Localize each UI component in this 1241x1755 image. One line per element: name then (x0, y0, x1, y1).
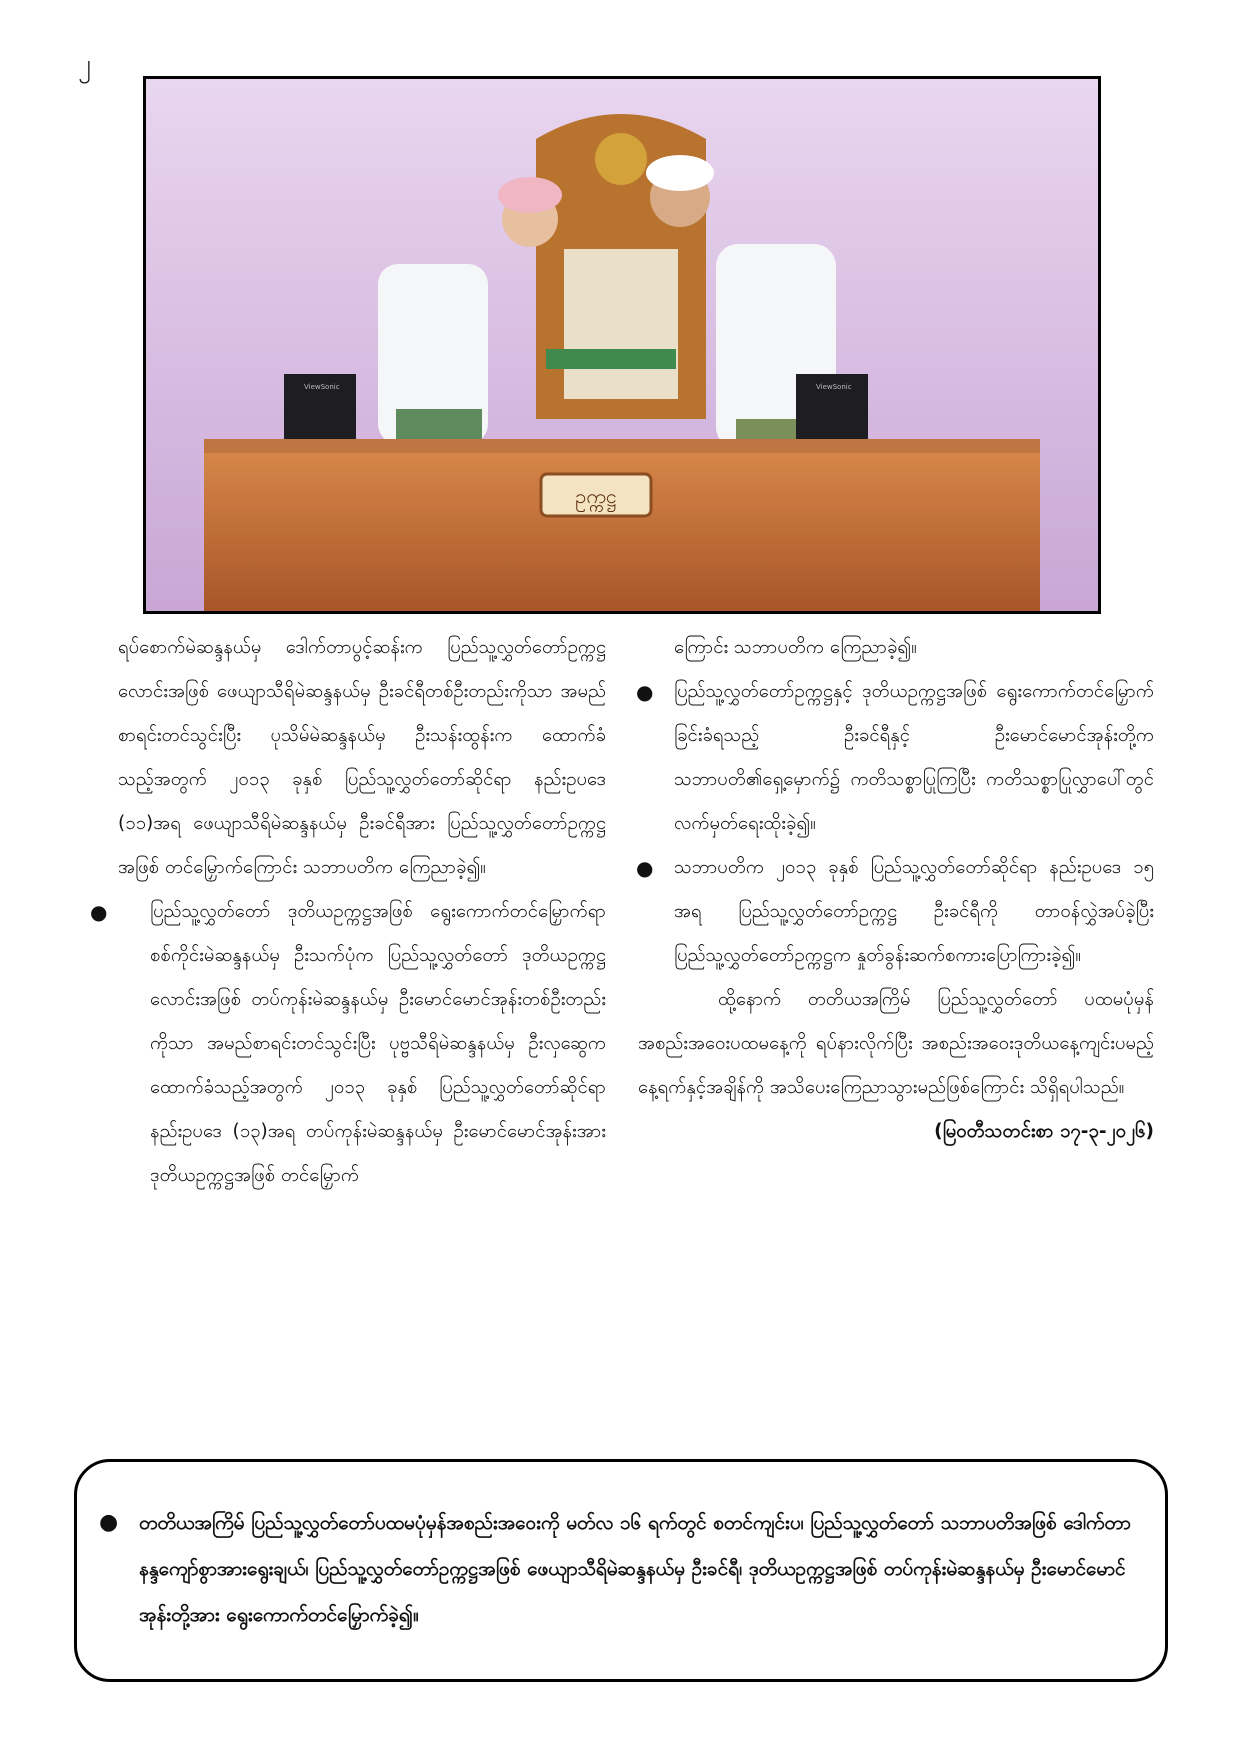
bullet-icon: ● (99, 1510, 119, 1535)
monitor-brand-left: ViewSonic (304, 383, 340, 391)
bullet-icon: ● (636, 680, 654, 704)
bullet-vice-speaker (90, 890, 606, 1198)
parliament-photo (143, 76, 1101, 614)
source-citation: (မြဝတီသတင်းစာ ၁၇-၃-၂၀၂၆) (934, 1121, 1154, 1142)
left-column (90, 626, 606, 1198)
throne-cushion (564, 249, 678, 399)
nameplate-text: ဥက္ကဋ္ဌ (575, 484, 617, 508)
bullet-handover-text: သဘာပတိက ၂၀၁၃ ခုနှစ် ပြည်သူ့လွှတ်တော်ဆိုင်ရာ နည်းဥပဒေ ၁၅ အရ ပြည်သူ့လွှတ်တော်ဥက္ကဋ္ဌ ဦးခင်ရီကို တာဝန်လွှဲအပ်ခဲ့ပြီး ပြည်သူ့လွှတ်တော်ဥက္ကဋ္ဌက နှုတ်ခွန်းဆက်စကားပြောကြားခဲ့၍။ (674, 857, 1154, 966)
summary-box (74, 1459, 1168, 1682)
monitor-brand-right: ViewSonic (816, 383, 852, 391)
bullet-handover (638, 846, 1154, 978)
continuation-text: ကြောင်း သဘာပတိက ကြေညာခဲ့၍။ (674, 637, 917, 658)
bullet-icon: ● (636, 856, 654, 880)
bullet-vice-speaker-text: ပြည်သူ့လွှတ်တော် ဒုတိယဥက္ကဋ္ဌအဖြစ် ရွေးကောက်တင်မြှောက်ရာ စစ်ကိုင်းမဲဆန္ဒနယ်မှ ဦးသက်ပုံက ပြည်သူ့လွှတ်တော် ဒုတိယဥက္ကဋ္ဌလောင်းအဖြစ် တပ်ကုန်းမဲဆန္ဒနယ်မှ ဦးမောင်မောင်အုန်းတစ်ဦးတည်းကိုသာ အမည်စာရင်းတင်သွင်းပြီး ပုဗ္ဗသီရိမဲဆန္ဒနယ်မှ ဦးလှဆွေက ထောက်ခံသည့်အတွက် ၂၀၁၃ ခုနှစ် ပြည်သူ့လွှတ်တော်ဆိုင်ရာနည်းဥပဒေ (၁၃)အရ တပ်ကုန်းမဲဆန္ဒနယ်မှ ဦးမောင်မောင်အုန်းအား ဒုတိယဥက္ကဋ္ဌအဖြစ် တင်မြှောက် (150, 901, 606, 1186)
photo-illustration (146, 79, 1098, 611)
bullet-oath-text: ပြည်သူ့လွှတ်တော်ဥက္ကဋ္ဌနှင့် ဒုတိယဥက္ကဋ္ဌအဖြစ် ရွေးကောက်တင်မြှောက်ခြင်းခံရသည့် ဦးခင်ရီနှင့် ဦးမောင်မောင်အုန်းတို့က သဘာပတိ၏ရှေ့မှောက်၌ ကတိသစ္စာပြုကြပြီး ကတိသစ္စာပြုလွှာပေါ်တွင် လက်မှတ်ရေးထိုးခဲ့၍။ (674, 681, 1154, 834)
gaung-baung-right (646, 155, 714, 191)
summary-text: တတိယအကြိမ် ပြည်သူ့လွှတ်တော်ပထမပုံမှန်အစည်းအဝေးကို မတ်လ ၁၆ ရက်တွင် စတင်ကျင်းပ၊ ပြည်သူ့လွှတ်တော် သဘာပတိအဖြစ် ဒေါက်တာနန္ဒကျော်စွာအားရွေးချယ်၊ ပြည်သူ့လွှတ်တော်ဥက္ကဋ္ဌအဖြစ် ဖေယျာသီရိမဲဆန္ဒနယ်မှ ဦးခင်ရီ၊ ဒုတိယဥက္ကဋ္ဌအဖြစ် တပ်ကုန်းမဲဆန္ဒနယ်မှ ဦးမောင်မောင်အုန်းတို့အား ရွေးကောက်တင်မြှောက်ခဲ့၍။ (139, 1512, 1131, 1626)
emblem-icon (595, 133, 647, 185)
gaung-baung-left (498, 177, 562, 213)
intro-paragraph: ရပ်စောက်မဲဆန္ဒနယ်မှ ဒေါက်တာပွင့်ဆန်းက ပြည်သူ့လွှတ်တော်ဥက္ကဋ္ဌလောင်းအဖြစ် ဖေယျာသီရိမဲဆန္ဒနယ်မှ ဦးခင်ရီတစ်ဦးတည်းကိုသာ အမည်စာရင်းတင်သွင်းပြီး ပုသိမ်မဲဆန္ဒနယ်မှ ဦးသန်းထွန်းက ထောက်ခံသည့်အတွက် ၂၀၁၃ ခုနှစ် ပြည်သူ့လွှတ်တော်ဆိုင်ရာ နည်းဥပဒေ (၁၁)အရ ဖေယျာသီရိမဲဆန္ဒနယ်မှ ဦးခင်ရီအား ပြည်သူ့လွှတ်တော်ဥက္ကဋ္ဌအဖြစ် တင်မြှောက်ကြောင်း သဘာပတိက ကြေညာခဲ့၍။ (118, 637, 606, 878)
bullet-icon: ● (90, 900, 108, 924)
speaker-desk (204, 439, 1040, 611)
closing-paragraph: ထို့နောက် တတိယအကြိမ် ပြည်သူ့လွှတ်တော် ပထမပုံမှန်အစည်းအဝေးပထမနေ့ကို ရပ်နားလိုက်ပြီး အစည်းအဝေးဒုတိယနေ့ကျင်းပမည့် နေ့ရက်နှင့်အချိန်ကို အသိပေးကြေညာသွားမည်ဖြစ်ကြောင်း သိရှိရပါသည်။ (638, 989, 1154, 1098)
bullet-oath (638, 670, 1154, 846)
right-column (638, 626, 1154, 1154)
page-number: ၂ (78, 49, 91, 79)
document-folder (546, 349, 676, 369)
